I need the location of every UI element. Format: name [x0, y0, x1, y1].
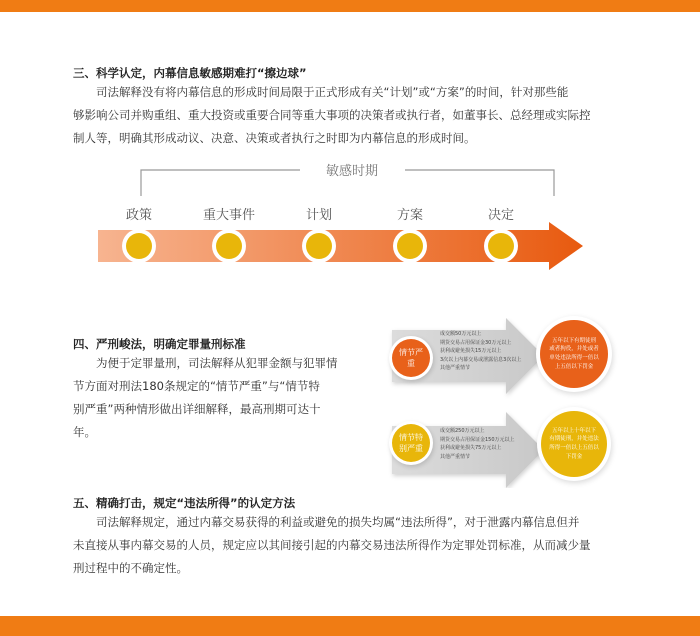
- section5-line-1: 司法解释规定，通过内幕交易获得的利益或避免的损失均属“违法所得”，对于泄露内幕信息但并: [96, 515, 580, 529]
- section3-heading: 三、科学认定，内幕信息敏感期难打“擦边球”: [73, 66, 307, 80]
- severe-criteria: [440, 330, 521, 373]
- sentence-line: 五年以上十年以下: [551, 427, 596, 434]
- extra-severe-badge-label: 情节特别严重: [399, 433, 423, 453]
- criteria-item: 其他严重情节: [440, 453, 471, 460]
- sentence-line: 单处违法所得一倍以: [549, 355, 599, 361]
- severe-sentence-circle: [540, 320, 608, 388]
- stage-label-decision: 决定: [487, 208, 515, 223]
- section4-line-3: 别严重”两种情形做出详细解释，最高刑期可达十: [73, 402, 321, 416]
- extra-severe-sentence-circle: [541, 411, 607, 477]
- timeline-stage-dot: [126, 233, 152, 259]
- criteria-item: 期货交易占用保证金150万元以上: [440, 436, 515, 443]
- section3-line-2: 够影响公司并购重组、重大投资或重要合同等重大事项的决策者或执行者，如董事长、总经理或实际控: [73, 108, 591, 122]
- sentence-line: 上五倍以下罚金: [554, 363, 594, 370]
- section4-line-1: 为便于定罪量刑，司法解释从犯罪金额与犯罪情: [96, 356, 338, 370]
- extra-severe-criteria: [440, 427, 515, 461]
- severe-badge: [392, 339, 430, 377]
- timeline-stage-dot: [397, 233, 423, 259]
- severe-badge-label: 情节严重: [399, 348, 423, 368]
- timeline-stage-dot: [216, 233, 242, 259]
- criteria-item: 其他严重情节: [440, 365, 471, 372]
- sensitive-period-label: 敏感时期: [325, 164, 379, 179]
- timeline-stage-dot: [488, 233, 514, 259]
- criteria-item: 获利或避免损失15万元以上: [440, 348, 502, 355]
- criteria-item: 期货交易占用保证金30万元以上: [440, 339, 512, 346]
- section3-paragraph: [73, 81, 591, 150]
- criteria-item: 获利或避免损失75万元以上: [440, 445, 502, 452]
- criteria-item: 成交额50万元以上: [440, 331, 482, 337]
- extra-severe-badge: [392, 424, 430, 462]
- section3-line-3: 制人等，明确其形成动议、决意、决策或者执行之时即为内幕信息的形成时间。: [73, 131, 476, 145]
- section5-paragraph: [73, 511, 591, 580]
- top-accent-bar: [0, 0, 700, 12]
- sentence-line: 下罚金: [565, 453, 583, 460]
- timeline-stage-dot: [306, 233, 332, 259]
- section3-line-1: 司法解释没有将内幕信息的形成时间局限于正式形成有关“计划”或“方案”的时间，针对那些能: [96, 85, 569, 99]
- bottom-accent-bar: [0, 616, 700, 636]
- section4-line-2: 节方面对刑法180条规定的“情节严重”与“情节特: [73, 379, 320, 393]
- stage-label-major-event: 重大事件: [202, 208, 256, 223]
- sentence-line: 有期徒刑，并处违法: [549, 436, 599, 443]
- criteria-item: 成交额250万元以上: [440, 428, 485, 434]
- criteria-item: 3次以上内幕交易或泄露信息3次以上: [440, 356, 522, 363]
- stage-label-plan: 计划: [305, 208, 333, 223]
- sensitive-period-bracket: [141, 170, 300, 196]
- sentence-line: 五年以下有期徒刑: [551, 337, 596, 344]
- section5-heading: 五、精确打击，规定“违法所得”的认定方法: [73, 496, 296, 510]
- section4-paragraph: [73, 352, 338, 444]
- sentence-line: 或者拘役，并处或者: [549, 346, 599, 353]
- stage-label-proposal: 方案: [396, 208, 424, 223]
- sentence-line: 所得一倍以上五倍以: [549, 445, 599, 451]
- section5-line-2: 未直接从事内幕交易的人员，规定应以其间接引起的内幕交易违法所得作为定罪处罚标准，从而减少量: [73, 538, 591, 552]
- stage-label-policy: 政策: [125, 208, 153, 223]
- section4-heading: 四、严刑峻法，明确定罪量刑标准: [73, 337, 246, 351]
- section4-line-4: 年。: [73, 425, 96, 439]
- section5-line-3: 刑过程中的不确定性。: [73, 561, 188, 575]
- sensitive-period-timeline: [0, 150, 700, 280]
- sensitive-period-bracket-right: [405, 170, 554, 196]
